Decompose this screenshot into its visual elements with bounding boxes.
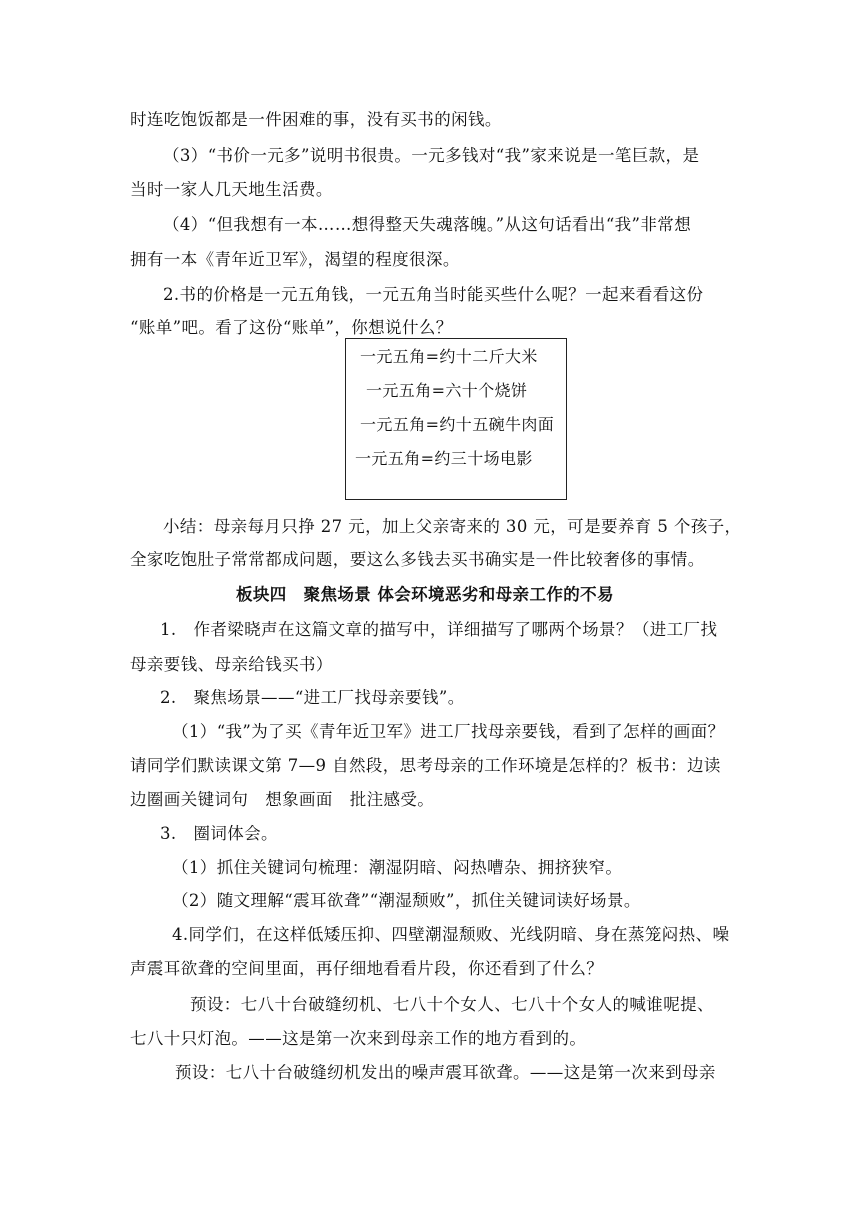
body-line: （1）抓住关键词句梳理：潮湿阴暗、闷热嘈杂、拥挤狭窄。 bbox=[172, 858, 623, 877]
body-line: 声震耳欲聋的空间里面，再仔细地看看片段，你还看到了什么？ bbox=[130, 959, 604, 978]
body-line: 4.同学们，在这样低矮压抑、四壁潮湿颓败、光线阴暗、身在蒸笼闷热、噪 bbox=[172, 925, 730, 944]
body-line: （3）“书价一元多”说明书很贵。一元多钱对“我”家来说是一笔巨款，是 bbox=[163, 146, 700, 165]
body-line: 边圈画关键词句 想象画面 批注感受。 bbox=[130, 790, 435, 809]
body-line: 七八十只灯泡。——这是第一次来到母亲工作的地方看到的。 bbox=[130, 1029, 587, 1048]
body-line: 小结：母亲每月只挣 27 元，加上父亲寄来的 30 元，可是要养育 5 个孩子， bbox=[163, 517, 742, 536]
body-line: 请同学们默读课文第 7—9 自然段，思考母亲的工作环境是怎样的？板书：边读 bbox=[130, 756, 721, 775]
body-line: 3. 圈词体会。 bbox=[160, 824, 278, 843]
body-line: 预设：七八十台破缝纫机发出的噪声震耳欲聋。——这是第一次来到母亲 bbox=[175, 1063, 716, 1082]
body-line: （4）“但我想有一本……想得整天失魂落魄。”从这句话看出“我”非常想 bbox=[163, 215, 692, 234]
body-line: 当时一家人几天地生活费。 bbox=[130, 180, 333, 199]
bill-line: 一元五角=约十二斤大米 bbox=[360, 347, 538, 366]
bill-line: 一元五角=约三十场电影 bbox=[355, 449, 533, 468]
bill-box bbox=[345, 338, 567, 500]
body-line: 1. 作者梁晓声在这篇文章的描写中，详细描写了哪两个场景？（进工厂找 bbox=[160, 620, 718, 639]
bill-line: 一元五角=约十五碗牛肉面 bbox=[360, 415, 555, 434]
body-line: 全家吃饱肚子常常都成问题，要这么多钱去买书确实是一件比较奢侈的事情。 bbox=[130, 550, 705, 569]
body-line: 预设：七八十台破缝纫机、七八十个女人、七八十个女人的喊谁呢提、 bbox=[190, 995, 714, 1014]
bill-line: 一元五角=六十个烧饼 bbox=[366, 381, 528, 400]
body-line: 拥有一本《青年近卫军》，渴望的程度很深。 bbox=[130, 250, 460, 269]
body-line: “账单”吧。看了这份“账单”，你想说什么？ bbox=[130, 318, 453, 337]
body-line: 2.书的价格是一元五角钱，一元五角当时能买些什么呢？一起来看看这份 bbox=[163, 285, 704, 304]
body-line: （2）随文理解“震耳欲聋”“潮湿颓败”，抓住关键词读好场景。 bbox=[172, 891, 641, 910]
section-heading: 板块四 聚焦场景 体会环境恶劣和母亲工作的不易 bbox=[236, 585, 614, 604]
body-line: 2. 聚焦场景——“进工厂找母亲要钱”。 bbox=[160, 688, 465, 707]
body-line: （1）“我”为了买《青年近卫军》进工厂找母亲要钱，看到了怎样的画面？ bbox=[172, 722, 725, 741]
body-line: 母亲要钱、母亲给钱买书） bbox=[130, 655, 333, 674]
body-line: 时连吃饱饭都是一件困难的事，没有买书的闲钱。 bbox=[130, 110, 502, 129]
